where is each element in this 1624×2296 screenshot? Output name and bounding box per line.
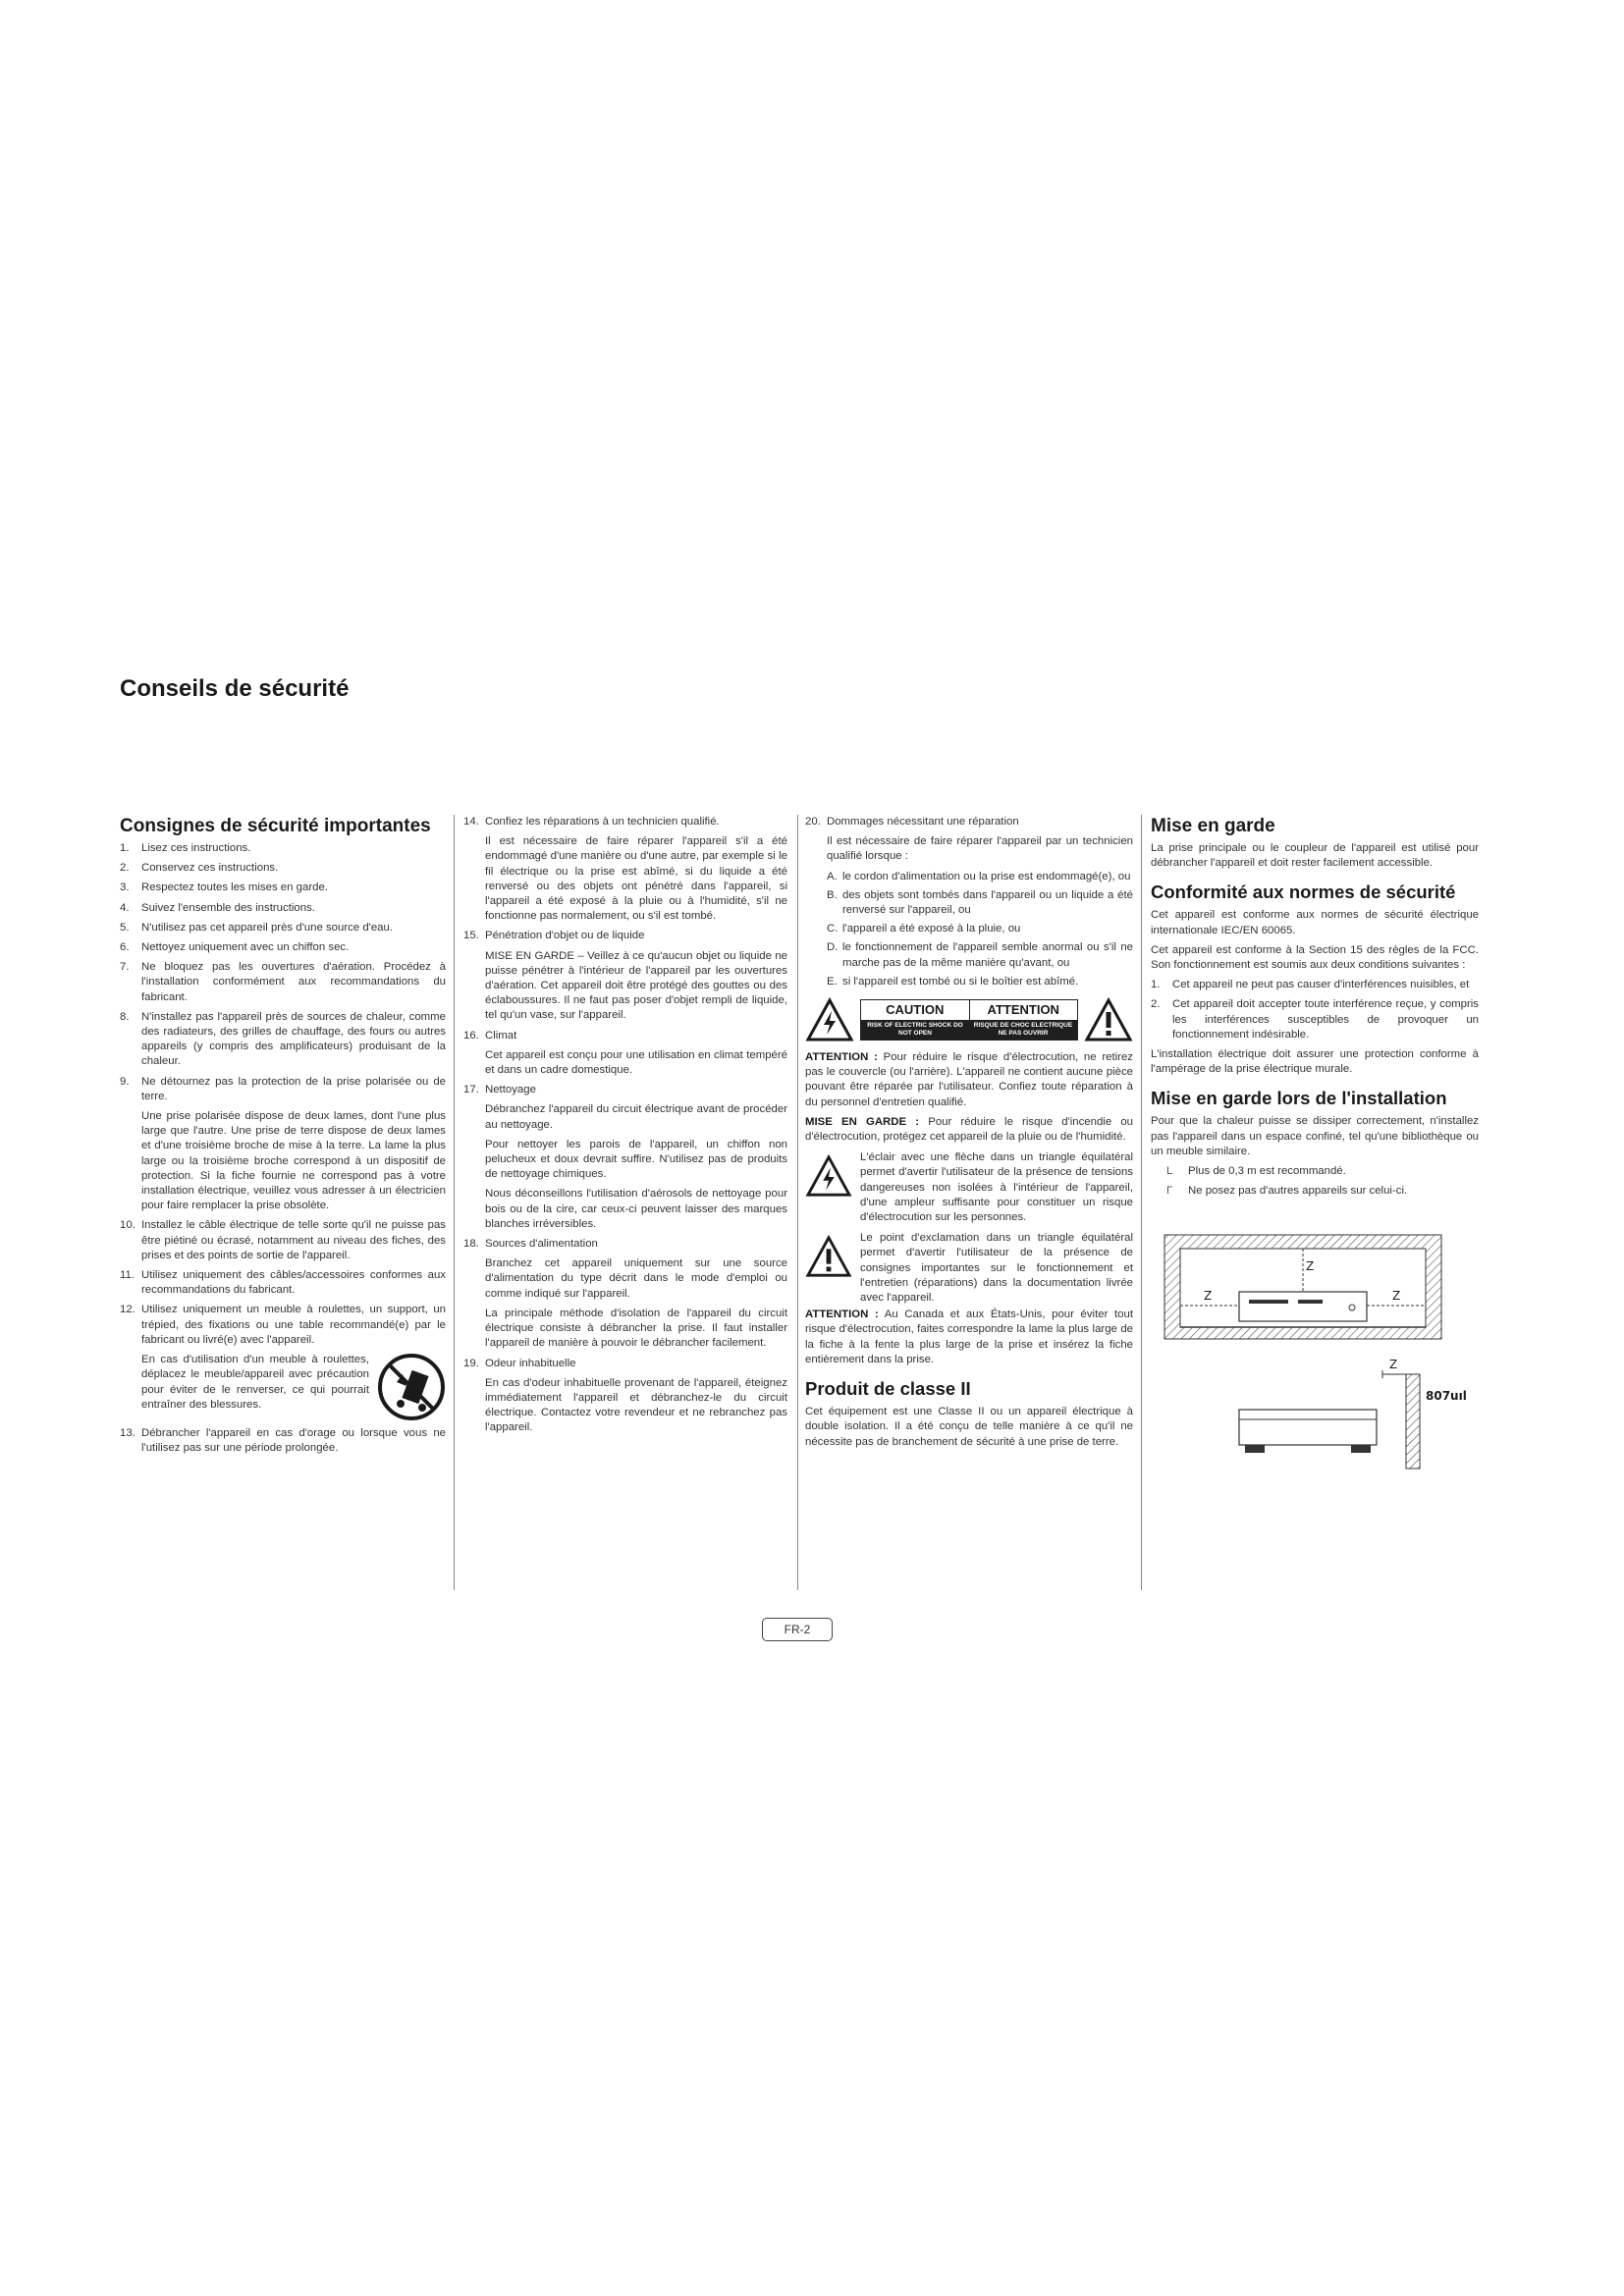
cart-tipover-icon xyxy=(377,1353,446,1421)
diagram-z-label: Z xyxy=(1306,1259,1315,1274)
damage-condition-item: C. l'appareil a été exposé à la pluie, ou xyxy=(827,923,1021,935)
item-15-detail: MISE EN GARDE – Veillez à ce qu'aucun objet ou liquide ne puisse pénétrer à l'intérieur de l'appareil par les ouvertures d'aération. Cet appareil doit être protégé des gouttes ou des éclaboussures. Il ne faut pas poser d'objet rempli de liquide, tel qu'un vase, sur l'appareil. xyxy=(485,949,787,1022)
column-4 xyxy=(1151,815,1479,1609)
column-divider xyxy=(797,815,798,1590)
damage-condition-item: E. si l'appareil est tombé ou si le boîtier est abîmé. xyxy=(827,975,1079,988)
column-divider xyxy=(1141,815,1142,1590)
item-19: 19. Odeur inhabituelle xyxy=(463,1357,576,1369)
caution-text: CAUTION xyxy=(861,1000,970,1019)
list-item: 12. Utilisez uniquement un meuble à roulettes, un support, un trépied, des fixations ou une table recommandé(e) par le fabricant ou livré(e) avec l'appareil. xyxy=(120,1304,446,1346)
item-19-detail: En cas d'odeur inhabituelle provenant de l'appareil, éteignez immédiatement l'appareil et débranchez-le du circuit électrique. Contactez votre revendeur et ne rebranchez pas l'appareil. xyxy=(485,1376,787,1434)
diagram-side-label: 807uıl xyxy=(1426,1389,1467,1404)
heading-installation: Mise en garde lors de l'installation xyxy=(1151,1088,1447,1109)
item-17: 17. Nettoyage xyxy=(463,1084,536,1096)
list-item: 8. N'installez pas l'appareil près de sources de chaleur, comme des radiateurs, des grilles de chauffage, des fours ou autres appareils (y compris des amplificateurs) produisant de la chaleur. xyxy=(120,1010,446,1068)
lightning-warning-icon xyxy=(805,997,854,1042)
item-12-detail: En cas d'utilisation d'un meuble à roulettes, déplacez le meuble/appareil avec précaution pour éviter de le renverser, ce qui pourrait entraîner des blessures. xyxy=(141,1353,446,1421)
installation-bullet: Γ Ne posez pas d'autres appareils sur celui-ci. xyxy=(1166,1185,1408,1198)
exclamation-warning-icon xyxy=(1084,997,1133,1042)
attention-canada-paragraph: ATTENTION : Au Canada et aux États-Unis, pour éviter tout risque d'électrocution, faites correspondre la lame la plus large de la fiche à la fente la plus large de la prise et insérez la fiche entièrement dans la prise. xyxy=(805,1308,1133,1365)
attention-subtext: RISQUE DE CHOC ELECTRIQUE NE PAS OUVRIR xyxy=(973,1021,1073,1037)
column-1 xyxy=(120,815,446,1609)
installation-text: Pour que la chaleur puisse se dissiper correctement, n'installez pas l'appareil dans un espace confiné, tel qu'une bibliothèque ou un meuble similaire. xyxy=(1151,1115,1479,1157)
page-title: Conseils de sécurité xyxy=(120,675,350,702)
list-item: 5. N'utilisez pas cet appareil près d'une source d'eau. xyxy=(120,921,394,934)
lightning-triangle-icon xyxy=(805,1154,852,1198)
heading-consignes: Consignes de sécurité importantes xyxy=(120,816,431,836)
item-16-detail: Cet appareil est conçu pour une utilisation en climat tempéré et dans un cadre domestique. xyxy=(485,1048,787,1077)
attention-paragraph: ATTENTION : Pour réduire le risque d'électrocution, ne retirez pas le couvercle (ou l'arrière). L'appareil ne contient aucune pièce pouvant être réparée par l'utilisateur. Confiez toute réparation à du personnel d'entretien qualifié. xyxy=(805,1051,1133,1108)
lightning-symbol-explanation: L'éclair avec une flèche dans un triangle équilatéral permet d'avertir l'utilisateur de la présence de tensions dangereuses non isolées à l'intérieur de l'appareil, d'une ampleur suffisante pour constituer un risque d'électrocution sur les personnes. xyxy=(805,1150,1133,1225)
conformite-text: L'installation électrique doit assurer une protection conforme à l'ampérage de la prise électrique murale. xyxy=(1151,1048,1479,1076)
heading-conformite: Conformité aux normes de sécurité xyxy=(1151,881,1456,903)
damage-condition-item: A. le cordon d'alimentation ou la prise est endommagé(e), ou xyxy=(827,870,1131,882)
column-3 xyxy=(805,815,1133,1609)
list-item: 7. Ne bloquez pas les ouvertures d'aération. Procédez à l'installation conformément aux recommandations du fabricant. xyxy=(120,961,446,1003)
list-item: 1. Lisez ces instructions. xyxy=(120,842,251,854)
exclamation-triangle-icon xyxy=(805,1235,852,1278)
caution-subtext: RISK OF ELECTRIC SHOCK DO NOT OPEN xyxy=(867,1021,963,1037)
item-13: 13. Débrancher l'appareil en cas d'orage ou lorsque vous ne l'utilisez pas sur une période prolongée. xyxy=(120,1427,446,1455)
conformite-text: Cet appareil est conforme aux normes de sécurité électrique internationale IEC/EN 60065. xyxy=(1151,909,1479,936)
fcc-condition-item: 1. Cet appareil ne peut pas causer d'interférences nuisibles, et xyxy=(1151,979,1470,991)
item-18: 18. Sources d'alimentation xyxy=(463,1238,598,1251)
item-20: 20. Dommages nécessitant une réparation xyxy=(805,816,1019,828)
item-15: 15. Pénétration d'objet ou de liquide xyxy=(463,930,645,942)
list-item: 4. Suivez l'ensemble des instructions. xyxy=(120,901,315,914)
item-17-detail: Débranchez l'appareil du circuit électrique avant de procéder au nettoyage. xyxy=(485,1103,787,1131)
column-divider xyxy=(454,815,455,1590)
installation-clearance-diagram xyxy=(1151,1227,1479,1472)
attention-text: ATTENTION xyxy=(987,1002,1059,1018)
installation-bullet: L Plus de 0,3 m est recommandé. xyxy=(1166,1165,1346,1178)
column-2 xyxy=(463,815,787,1609)
conformite-text: Cet appareil est conforme à la Section 15 des règles de la FCC. Son fonctionnement est soumis aux deux conditions suivantes : xyxy=(1151,943,1479,972)
fcc-condition-item: 2. Cet appareil doit accepter toute interférence reçue, y compris les interférences susceptibles de provoquer un fonctionnement indésirable. xyxy=(1151,998,1479,1041)
list-item: 9. Ne détournez pas la protection de la prise polarisée ou de terre. xyxy=(120,1075,446,1102)
exclamation-symbol-explanation: Le point d'exclamation dans un triangle équilatéral permet d'avertir l'utilisateur de la présence de consignes importantes sur le fonctionnement et l'entretien (réparations) dans la documentation livrée avec l'appareil. xyxy=(805,1231,1133,1306)
item-18-detail: Branchez cet appareil uniquement sur une source d'alimentation du type décrit dans le mode d'emploi ou comme indiqué sur l'appareil. xyxy=(485,1257,787,1300)
item-14-detail: Il est nécessaire de faire réparer l'appareil s'il a été endommagé d'une manière ou d'une autre, par exemple si le fil électrique ou la prise est abîmé, si du liquide a été renversé ou des objets ont pénétré dans l'appareil, si l'appareil a été exposé à la pluie ou à l'humidité, s'il ne fonctionne pas normalement, ou s'il est tombé. xyxy=(485,835,787,923)
caution-box xyxy=(860,999,1078,1040)
list-item: 3. Respectez toutes les mises en garde. xyxy=(120,881,328,894)
list-item: 2. Conservez ces instructions. xyxy=(120,862,279,875)
page-number: FR-2 xyxy=(762,1618,833,1641)
item-17-detail: Nous déconseillons l'utilisation d'aérosols de nettoyage pour bois ou de la cire, car ceux-ci peuvent laisser des marques blanches irréversibles. xyxy=(485,1188,787,1230)
classe-2-text: Cet équipement est une Classe II ou un appareil électrique à double isolation. Il a été conçu de telle manière à ce qu'il ne nécessite pas de branchement de sécurité à une prise de terre. xyxy=(805,1406,1133,1448)
heading-mise-en-garde: Mise en garde xyxy=(1151,816,1275,836)
damage-condition-item: D. le fonctionnement de l'appareil semble anormal ou s'il ne marche pas de la même manière qu'avant, ou xyxy=(827,941,1133,969)
mise-en-garde-text: La prise principale ou le coupleur de l'appareil est utilisé pour débrancher l'appareil et doit rester facilement accessible. xyxy=(1151,842,1479,870)
item-14: 14. Confiez les réparations à un technicien qualifié. xyxy=(463,816,720,828)
caution-label xyxy=(805,997,1133,1042)
item-16: 16. Climat xyxy=(463,1029,517,1041)
item-20-detail: Il est nécessaire de faire réparer l'appareil par un technicien qualifié lorsque : xyxy=(827,835,1133,863)
damage-condition-item: B. des objets sont tombés dans l'appareil ou un liquide a été renversé sur l'appareil, ou xyxy=(827,888,1133,917)
diagram-z-label: Z xyxy=(1204,1289,1213,1304)
list-item: 11. Utilisez uniquement des câbles/accessoires conformes aux recommandations du fabricant. xyxy=(120,1269,446,1297)
heading-classe-2: Produit de classe II xyxy=(805,1378,971,1400)
misegarde-paragraph: MISE EN GARDE : Pour réduire le risque d'incendie ou d'électrocution, protégez cet appareil de la pluie ou de l'humidité. xyxy=(805,1115,1133,1144)
item-17-detail: Pour nettoyer les parois de l'appareil, un chiffon non pelucheux et doux devrait suffire. N'utilisez pas de produits de nettoyage chimiques. xyxy=(485,1138,787,1181)
list-item: 6. Nettoyez uniquement avec un chiffon sec. xyxy=(120,941,350,954)
list-item: 10. Installez le câble électrique de telle sorte qu'il ne puisse pas être piétiné ou écrasé, notamment au niveau des fiches, des prises et des points de sortie de l'appareil. xyxy=(120,1219,446,1261)
item-9-detail: Une prise polarisée dispose de deux lames, dont l'une plus large que l'autre. Une prise de terre dispose de deux lames et d'une troisième broche de mise à la terre. La lame la plus large ou la troisième broche correspond à un dispositif de protection. Si la fiche fournie ne correspond pas à votre installation électrique, veuillez vous adresser à un électricien pour faire remplacer la prise obsolète. xyxy=(141,1110,446,1212)
diagram-z-label: Z xyxy=(1389,1358,1398,1372)
diagram-z-label: Z xyxy=(1392,1289,1401,1304)
item-18-detail: La principale méthode d'isolation de l'appareil du circuit électrique consiste à débrancher la prise. Il faut installer l'appareil de manière à pouvoir le débrancher facilement. xyxy=(485,1307,787,1350)
